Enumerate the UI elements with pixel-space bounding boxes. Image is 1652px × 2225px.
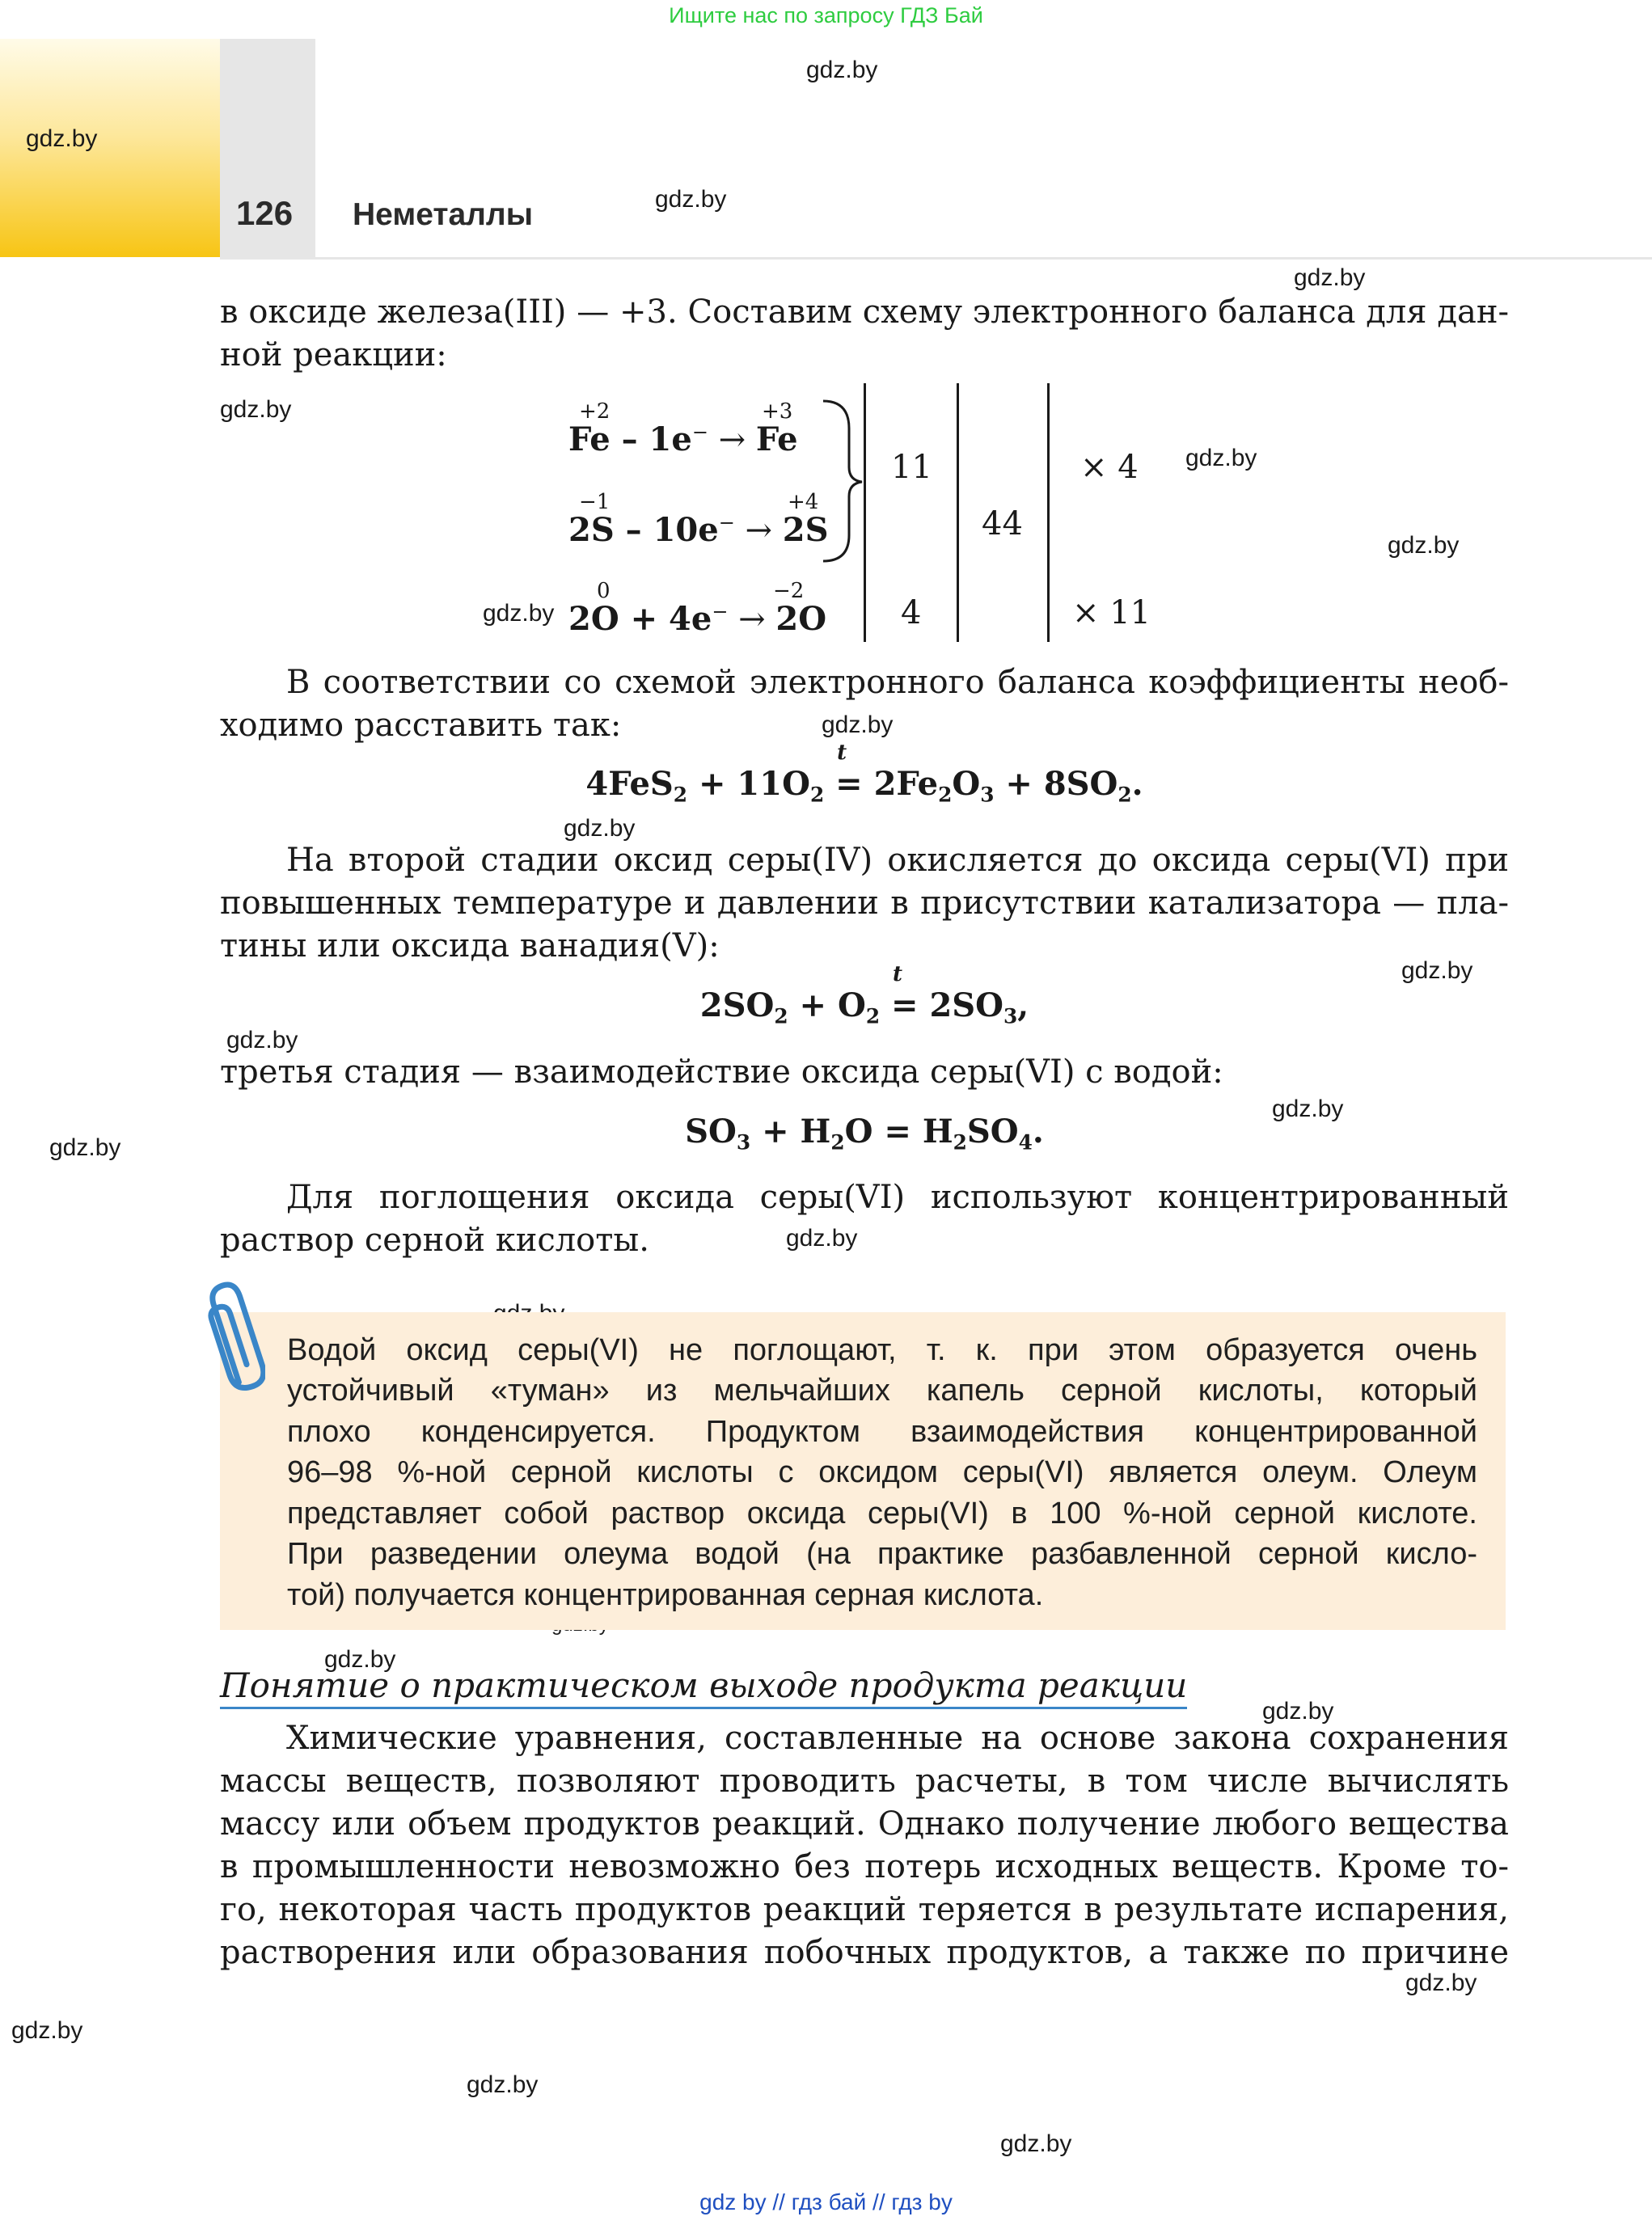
scheme-divider: [864, 383, 866, 642]
oxidation-state: 0: [597, 579, 611, 603]
note-line: плохо конденсируется. Продуктом взаимодействия концентрированной: [287, 1415, 1477, 1449]
watermark: gdz.by: [467, 2071, 539, 2098]
header-divider: [220, 257, 1652, 260]
watermark: gdz.by: [806, 57, 878, 83]
footer-links[interactable]: gdz by // гдз бай // гдз by: [699, 2189, 953, 2214]
equation-3: $SO_3 + H_2O = H_2SO_4$.: [685, 1112, 1044, 1155]
paragraph-line: ной реакции:: [220, 336, 447, 374]
product: 2O: [775, 600, 827, 638]
note-line: представляет собой раствор оксида серы(VI) в 100 %-ной серной кислоте.: [287, 1497, 1477, 1530]
watermark: gdz.by: [11, 2017, 83, 2044]
oxidation-state: −1: [579, 490, 611, 514]
watermark: gdz.by: [1262, 1698, 1334, 1725]
half-reaction-3: 2O + 4e− → 2O: [568, 600, 827, 638]
watermark: gdz.by: [564, 815, 636, 842]
watermark: gdz.by: [220, 396, 292, 423]
paragraph-line: в промышленности невозможно без потерь исходных веществ. Кроме то-: [220, 1848, 1509, 1885]
half-reaction-1: Fe – 1e− → Fe: [568, 420, 798, 458]
note-line: устойчивый «туман» из мельчайших капель серной кислоты, который: [287, 1374, 1477, 1408]
watermark: gdz.by: [483, 600, 555, 627]
paragraph-line: Для поглощения оксида серы(VI) используют концентрированный: [286, 1179, 1509, 1216]
coefficient: × 4: [1080, 449, 1139, 486]
reactant: Fe: [568, 420, 611, 458]
paragraph-line: ходимо расставить так:: [220, 707, 622, 744]
right-brace-icon: [817, 396, 865, 566]
watermark: gdz.by: [786, 1225, 858, 1252]
oxidation-state: +3: [762, 399, 793, 424]
oxidation-state: −2: [773, 579, 805, 603]
electron-count: 11: [891, 449, 932, 486]
section-title: Понятие о практическом выходе продукта реакции: [220, 1666, 1187, 1709]
watermark: gdz.by: [26, 125, 98, 152]
chapter-title: Неметаллы: [353, 197, 534, 232]
page-number: 126: [236, 194, 294, 232]
electrons: – 1e: [610, 420, 692, 458]
watermark: gdz.by: [822, 711, 894, 738]
paragraph-line: массу или объем продуктов реакций. Однако получение любого вещества: [220, 1805, 1509, 1843]
paragraph-line: массы веществ, позволяют проводить расчеты, в том числе вычислять: [220, 1763, 1509, 1800]
watermark: gdz.by: [1185, 445, 1257, 471]
oxidation-state: +2: [579, 399, 611, 424]
electron-count: 4: [901, 594, 922, 631]
watermark: gdz.by: [49, 1134, 121, 1161]
paragraph-line: третья стадия — взаимодействие оксида серы(VI) с водой:: [220, 1053, 1223, 1091]
equation-2: $2SO_2 + O_2$ t = $2SO_3$,: [699, 962, 1029, 1028]
paragraph-line: тины или оксида ванадия(V):: [220, 927, 720, 965]
watermark: gdz.by: [1401, 957, 1473, 984]
scheme-divider: [1047, 383, 1050, 642]
watermark: gdz.by: [1000, 2130, 1072, 2157]
coefficient: × 11: [1072, 594, 1151, 631]
note-line: При разведении олеума водой (на практике разбавленной серной кисло-: [287, 1537, 1477, 1571]
paperclip-icon: [201, 1276, 265, 1397]
reactant: 2S: [568, 511, 615, 549]
paragraph-line: в оксиде железа(III) — +3. Составим схему электронного баланса для дан-: [220, 293, 1509, 331]
scheme-divider: [957, 383, 959, 642]
least-common-multiple: 44: [982, 505, 1023, 543]
watermark: gdz.by: [324, 1646, 396, 1673]
paragraph-line: го, некоторая часть продуктов реакций теряется в результате испарения,: [220, 1891, 1509, 1928]
equation-1: $4FeS_2 + 11O_2$ t = $2Fe_2O_3 + 8SO_2$.: [585, 741, 1143, 807]
paragraph-line: Химические уравнения, составленные на основе закона сохранения: [286, 1720, 1509, 1757]
note-line: 96–98 %-ной серной кислоты с оксидом серы(VI) является олеум. Олеум: [287, 1455, 1477, 1489]
paragraph-line: раствор серной кислоты.: [220, 1222, 649, 1259]
note-line: Водой оксид серы(VI) не поглощают, т. к. при этом образуется очень: [287, 1333, 1477, 1367]
watermark: gdz.by: [1294, 264, 1366, 291]
watermark: gdz.by: [1272, 1096, 1344, 1122]
watermark: gdz.by: [226, 1027, 298, 1053]
product: 2S: [782, 511, 829, 549]
electrons: + 4e: [619, 600, 712, 638]
watermark: gdz.by: [1388, 532, 1460, 559]
note-line: той) получается концентрированная серная кислота.: [287, 1578, 1044, 1612]
product: Fe: [755, 420, 798, 458]
reaction-condition: t: [837, 741, 847, 765]
watermark: gdz.by: [1405, 1970, 1477, 1996]
paragraph-line: В соответствии со схемой электронного баланса коэффициенты необ-: [286, 664, 1509, 701]
oxidation-state: +4: [788, 490, 819, 514]
top-banner: Ищите нас по запросу ГДЗ Бай: [669, 3, 983, 27]
half-reaction-2: 2S – 10e− → 2S: [568, 511, 829, 549]
paragraph-line: повышенных температуре и давлении в присутствии катализатора — пла-: [220, 885, 1509, 922]
paragraph-line: растворения или образования побочных продуктов, а также по причине: [220, 1934, 1509, 1971]
reaction-condition: t: [893, 962, 903, 986]
reactant: 2O: [568, 600, 619, 638]
paragraph-line: На второй стадии оксид серы(IV) окисляется до оксида серы(VI) при: [286, 842, 1509, 879]
watermark: gdz.by: [655, 186, 727, 213]
electrons: – 10e: [614, 511, 719, 549]
